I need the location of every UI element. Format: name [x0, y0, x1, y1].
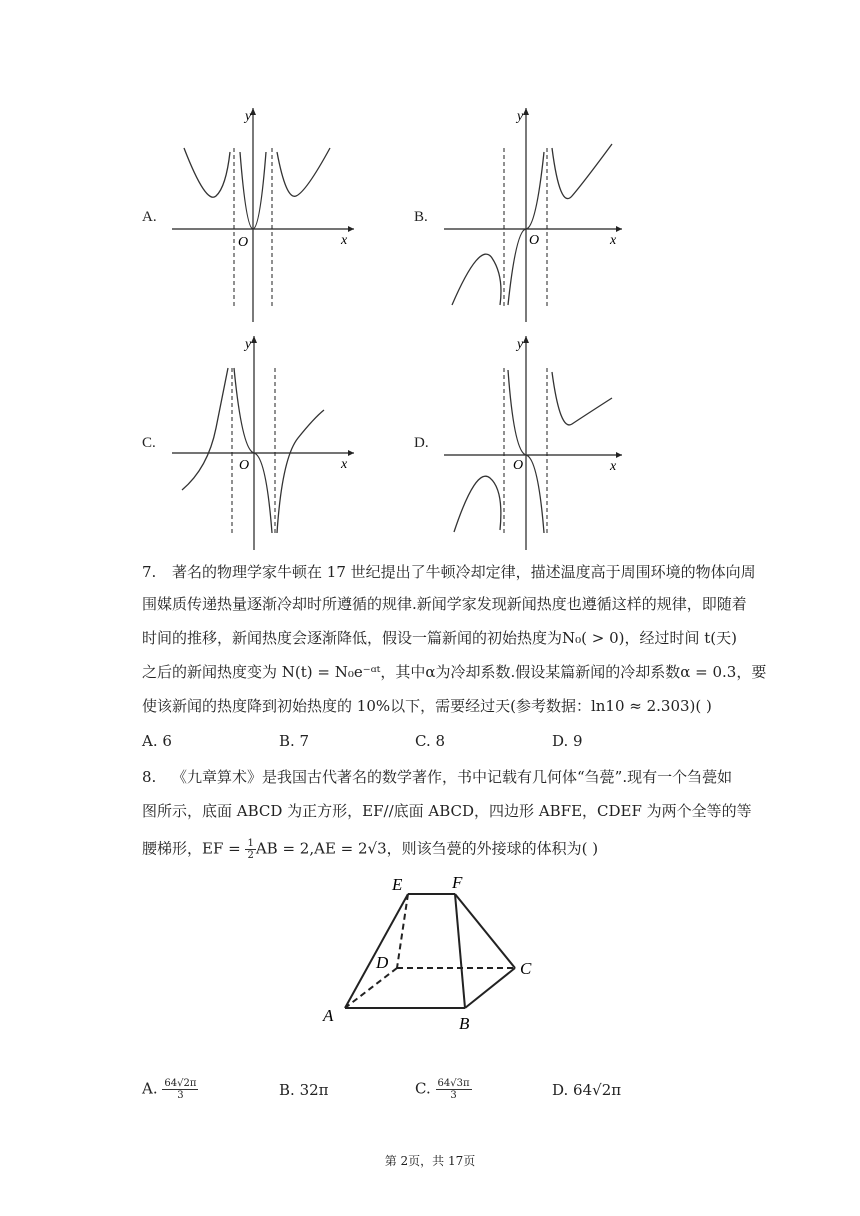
- option-d-label: D.: [414, 435, 429, 451]
- y-label: y: [517, 109, 524, 124]
- curve-left: [184, 148, 230, 197]
- curve-left: [454, 476, 501, 532]
- x-label: x: [341, 457, 348, 472]
- curve-right: [552, 144, 612, 199]
- graph-c: [168, 328, 358, 553]
- option-c-label: C.: [142, 435, 156, 451]
- q8-option-b: B. 32π: [279, 1081, 329, 1099]
- curve-middle: [234, 368, 272, 533]
- edge-fb: [455, 894, 465, 1008]
- y-label: y: [245, 109, 252, 124]
- edge-bc: [465, 968, 515, 1008]
- q7-line3: 时间的推移，新闻热度会逐渐降低，假设一篇新闻的初始热度为N₀( > 0)，经过时间 t(天): [142, 629, 737, 647]
- q7-line5: 使该新闻的热度降到初始热度的 10%以下，需要经过天(参考数据：ln10 ≈ 2.303)( ): [142, 697, 712, 715]
- q8-option-d: D. 64√2π: [552, 1081, 622, 1099]
- vertex-b: B: [459, 1014, 470, 1033]
- q7-option-a: A. 6: [142, 732, 172, 750]
- y-label: y: [517, 337, 524, 352]
- graph-b: [440, 100, 630, 325]
- q8-line1: 《九章算术》是我国古代著名的数学著作，书中记载有几何体“刍甍”.现有一个刍甍如: [172, 768, 733, 786]
- option-b-label: B.: [414, 209, 428, 225]
- vertex-d: D: [376, 953, 389, 972]
- q7-line1: 著名的物理学家牛顿在 17 世纪提出了牛顿冷却定律，描述温度高于周围环境的物体向周: [172, 563, 756, 581]
- chumeng-figure: [315, 868, 545, 1038]
- vertex-a: A: [323, 1006, 334, 1025]
- origin-label: O: [513, 458, 524, 473]
- origin-label: O: [529, 233, 540, 248]
- curve-left: [182, 368, 228, 490]
- curve-left: [452, 254, 501, 305]
- q8-fraction-half: $\frac{1}{2}$: [247, 838, 254, 861]
- edge-da: [345, 968, 397, 1008]
- x-label: x: [341, 233, 348, 248]
- edge-ea: [345, 894, 408, 1008]
- vertex-f: F: [452, 873, 463, 892]
- q7-option-c: C. 8: [415, 732, 446, 750]
- q8-line3-pre: 腰梯形，EF =: [142, 839, 246, 858]
- origin-label: O: [239, 458, 250, 473]
- y-label: y: [245, 337, 252, 352]
- q8-line3: [142, 838, 598, 861]
- curve-right: [277, 148, 330, 196]
- q8-option-c-fraction: $\frac{64√3\pi}{3}$: [437, 1078, 470, 1101]
- x-label: x: [610, 233, 617, 248]
- graph-d: [440, 328, 630, 553]
- graph-a: [168, 100, 358, 325]
- q8-line3-post: AB = 2,AE = 2√3，则该刍甍的外接球的体积为( ): [255, 839, 599, 858]
- q8-number: 8.: [142, 768, 157, 786]
- page-footer: 第 2页，共 17页: [384, 1154, 476, 1168]
- curve-right: [552, 372, 612, 425]
- origin-label: O: [238, 235, 249, 250]
- x-label: x: [610, 459, 617, 474]
- edge-fc: [455, 894, 515, 968]
- q8-option-a-fraction: $\frac{64√2\pi}{3}$: [164, 1078, 197, 1101]
- q8-option-a: A. $\frac{64√2\pi}{3}$: [142, 1078, 197, 1101]
- q8-option-c: C. $\frac{64√3\pi}{3}$: [415, 1078, 470, 1101]
- vertex-c: C: [520, 959, 532, 978]
- q7-option-b: B. 7: [279, 732, 310, 750]
- option-a-label: A.: [142, 209, 157, 225]
- q7-number: 7.: [142, 563, 157, 581]
- vertex-e: E: [392, 875, 403, 894]
- q8-line2: 图所示，底面 ABCD 为正方形，EF//底面 ABCD，四边形 ABFE，CDEF 为两个全等的等: [142, 802, 752, 820]
- q7-line2: 围媒质传递热量逐渐冷却时所遵循的规律.新闻学家发现新闻热度也遵循这样的规律，即随着: [142, 595, 747, 613]
- q7-option-d: D. 9: [552, 732, 583, 750]
- curve-right: [277, 410, 324, 533]
- q7-line4: 之后的新闻热度变为 N(t) = N₀e⁻ᵅᵗ，其中α为冷却系数.假设某篇新闻的冷却系数α = 0.3，要: [142, 663, 767, 681]
